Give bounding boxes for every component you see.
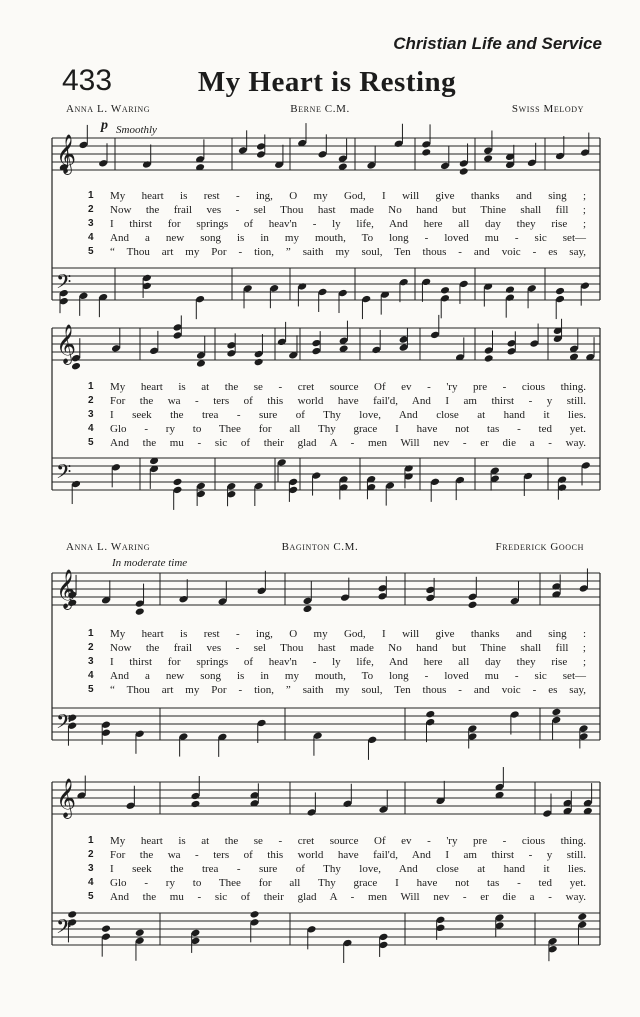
lyric-text: For the wa - ters of this world have fail'd, And I am thirst - y still. — [110, 849, 586, 861]
lyric-text: My heart is rest - ing, O my God, I will give thanks and sing : — [110, 628, 586, 640]
verse-number: 2 — [88, 849, 94, 860]
tempo-marking: Smoothly — [116, 124, 157, 136]
hymn-title: My Heart is Resting — [197, 66, 457, 98]
treble-staff — [52, 767, 600, 818]
bass-staff — [52, 708, 600, 760]
treble-clef-icon: 𝄞 — [56, 778, 77, 819]
verse-number: 2 — [88, 642, 94, 653]
treble-clef-icon: 𝄞 — [56, 324, 77, 365]
lyric-text: I seek the trea - sure of Thy love, And close at hand it lies. — [110, 863, 586, 875]
lyric-text: Now the frail ves - sel Thou hast made No hand but Thine shall fill ; — [110, 642, 586, 654]
lyric-text: I thirst for springs of heav'n - ly life, And here all day they rise ; — [110, 656, 586, 668]
lyric-text: My heart is at the se - cret source Of ev - 'ry pre - cious thing. — [110, 381, 586, 393]
treble-staff — [52, 568, 600, 615]
verse-number: 4 — [88, 670, 94, 681]
bass-clef-icon: 𝄢 — [56, 270, 72, 298]
tune-name: Baginton C.M. — [281, 541, 359, 553]
verse-number: 3 — [88, 863, 94, 874]
bass-staff — [52, 457, 600, 510]
lyric-text: Now the frail ves - sel Thou hast made No hand but Thine shall fill ; — [110, 204, 586, 216]
lyric-text: I seek the trea - sure of Thy love, And close at hand it lies. — [110, 409, 586, 421]
lyric-text: My heart is at the se - cret source Of ev - 'ry pre - cious thing. — [110, 835, 586, 847]
lyric-text: Glo - ry to Thee for all Thy grace I have not tas - ted yet. — [110, 877, 586, 889]
treble-staff — [52, 315, 600, 371]
verse-number: 4 — [88, 877, 94, 888]
lyric-text: Glo - ry to Thee for all Thy grace I have not tas - ted yet. — [110, 423, 586, 435]
dynamic-marking: p — [101, 118, 108, 133]
treble-clef-icon: 𝄞 — [56, 134, 77, 175]
verse-number: 5 — [88, 684, 94, 695]
lyric-text: I thirst for springs of heav'n - ly life, And here all day they rise ; — [110, 218, 586, 230]
bass-staff — [52, 910, 600, 963]
verse-number: 3 — [88, 218, 94, 229]
lyric-text: And a new song is in my mouth, To long - loved mu - sic set— — [110, 670, 586, 682]
treble-staff — [52, 123, 600, 176]
verse-number: 1 — [88, 190, 94, 201]
bass-clef-icon: 𝄢 — [56, 915, 72, 943]
bass-staff — [52, 268, 600, 319]
tempo-marking: In moderate time — [112, 557, 188, 569]
treble-clef-icon: 𝄞 — [56, 569, 77, 610]
lyric-text: For the wa - ters of this world have fail'd, And I am thirst - y still. — [110, 395, 586, 407]
verse-number: 5 — [88, 891, 94, 902]
author-credit: Anna L. Waring — [66, 103, 151, 115]
verse-number: 5 — [88, 437, 94, 448]
lyric-text: “ Thou art my Por - tion, ” saith my soul, Ten thous - and voic - es say, — [110, 684, 586, 696]
verse-number: 1 — [88, 835, 94, 846]
verse-number: 2 — [88, 395, 94, 406]
lyric-text: “ Thou art my Por - tion, ” saith my soul, Ten thous - and voic - es say, — [110, 246, 586, 258]
composer-credit: Frederick Gooch — [495, 541, 584, 553]
tune-name: Berne C.M. — [290, 103, 350, 115]
section-heading: Christian Life and Service — [393, 34, 602, 53]
verse-number: 1 — [88, 628, 94, 639]
bass-clef-icon: 𝄢 — [56, 460, 72, 488]
verse-number: 4 — [88, 423, 94, 434]
lyric-text: And the mu - sic of their glad A - men Will nev - er die a - way. — [110, 891, 586, 903]
lyric-text: And a new song is in my mouth, To long - loved mu - sic set— — [110, 232, 586, 244]
verse-number: 5 — [88, 246, 94, 257]
bass-clef-icon: 𝄢 — [56, 710, 72, 738]
verse-number: 1 — [88, 381, 94, 392]
lyric-text: My heart is rest - ing, O my God, I will give thanks and sing ; — [110, 190, 586, 202]
hymn-number: 433 — [62, 64, 113, 97]
verse-number: 2 — [88, 204, 94, 215]
verse-number: 3 — [88, 656, 94, 667]
verse-number: 4 — [88, 232, 94, 243]
lyric-text: And the mu - sic of their glad A - men Will nev - er die a - way. — [110, 437, 586, 449]
verse-number: 3 — [88, 409, 94, 420]
author-credit: Anna L. Waring — [66, 541, 151, 553]
composer-credit: Swiss Melody — [511, 103, 584, 115]
